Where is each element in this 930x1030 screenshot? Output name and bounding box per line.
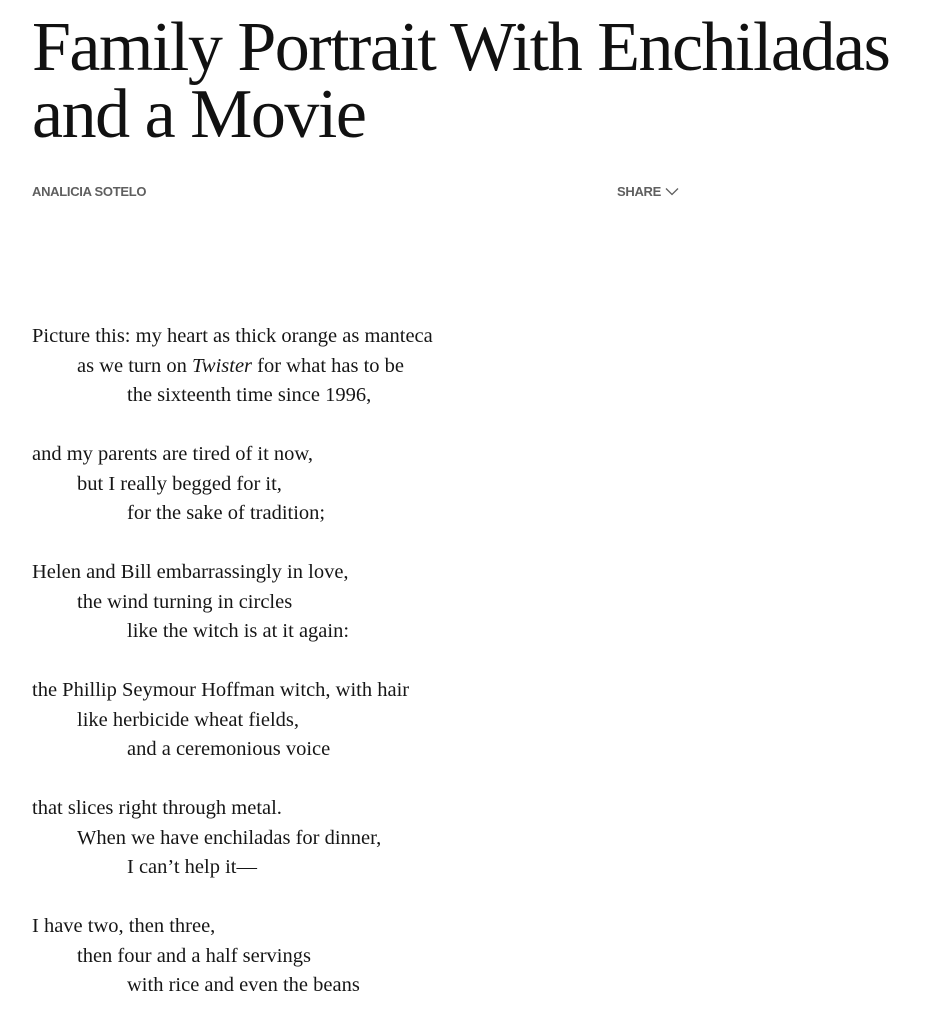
poem-line: like the witch is at it again: <box>127 620 350 642</box>
stanza <box>32 440 632 529</box>
share-label: SHARE <box>617 184 662 199</box>
stanza <box>32 912 632 1001</box>
poem-line: When we have enchiladas for dinner, <box>77 826 382 849</box>
poem-line: the Phillip Seymour Hoffman witch, with hair <box>32 679 410 701</box>
author-name[interactable]: ANALICIA SOTELO <box>32 184 147 199</box>
poem-line: the wind turning in circles <box>77 590 293 613</box>
poem-line: and a ceremonious voice <box>127 738 331 760</box>
stanza <box>32 322 632 411</box>
poem-line: with rice and even the beans <box>127 974 360 996</box>
poem-line: that slices right through metal. <box>32 797 282 819</box>
poem-line: for the sake of tradition; <box>127 502 326 524</box>
poem-line: but I really begged for it, <box>77 472 282 495</box>
poem-line: then four and a half servings <box>77 944 311 967</box>
share-button[interactable] <box>617 184 679 199</box>
poem-line: the sixteenth time since 1996, <box>127 384 372 406</box>
byline-row <box>32 184 898 202</box>
poem-line-text: as we turn on <box>77 354 193 377</box>
chevron-down-icon <box>665 187 679 196</box>
poem-line: like herbicide wheat fields, <box>77 708 299 731</box>
movie-title: Twister <box>192 354 253 377</box>
poem-line: Helen and Bill embarrassingly in love, <box>32 561 349 583</box>
poem-line-text: for what has to be <box>252 354 405 377</box>
poem-line: and my parents are tired of it now, <box>32 443 314 465</box>
stanza <box>32 676 632 765</box>
article-title: Family Portrait With Enchiladas and a Movie <box>32 9 890 153</box>
stanza <box>32 794 632 883</box>
poem-line: I can’t help it— <box>127 856 257 878</box>
stanza <box>32 558 632 647</box>
poem-line: Picture this: my heart as thick orange as manteca <box>32 325 433 347</box>
poem-body <box>32 322 632 1030</box>
poem-line <box>32 352 632 382</box>
poem-line: I have two, then three, <box>32 915 216 937</box>
